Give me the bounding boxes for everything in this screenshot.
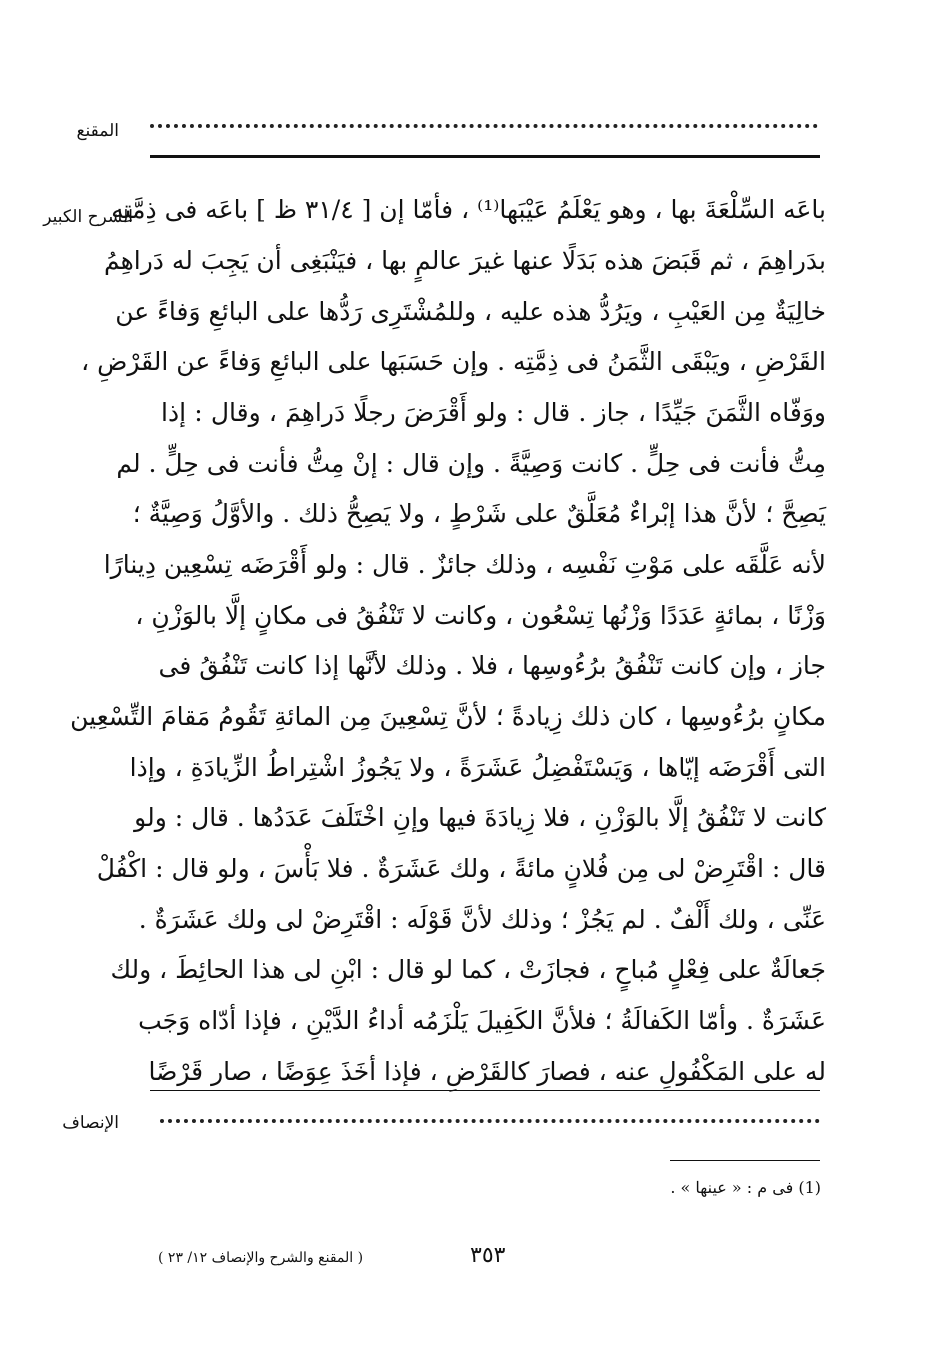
text-line: مكانٍ برُءُوسِها ، كان ذلك زِيادةً ؛ لأنَّ تِسْعِينَ مِن المائةِ تَقُومُ مَقامَ التِّسْعِين xyxy=(70,702,826,731)
text-line: ووَفّاه الثَّمَنَ جَيِّدًا ، جاز . قال : ولو أَقْرَضَ رجلًا دَراهِمَ ، وقال : إذا xyxy=(161,398,826,427)
text-line: عَنِّى ، ولك أَلْفٌ . لم يَجُزْ ؛ وذلك لأنَّ قَوْلَه : اقْتَرِضْ لى ولك عَشَرَةٌ . xyxy=(138,905,826,934)
lower-section-rule xyxy=(150,1090,820,1091)
text-line: مِتُّ فأنت فى حِلٍّ . كانت وَصِيَّةً . وإن قال : إنْ مِتُّ فأنت فى حِلٍّ . لم xyxy=(116,449,826,478)
section-label-insaf: الإنصاف xyxy=(62,1113,119,1133)
text-line: عَشَرَةٌ . وأمّا الكَفالَةُ ؛ فلأنَّ الكَفِيلَ يَلْزَمُه أداءُ الدَّيْنِ ، فإذا أدّاه وَجَب xyxy=(138,1006,826,1035)
lower-dotted-line xyxy=(160,1119,820,1123)
text-line: خالِيَةٌ مِن العَيْبِ ، ويَرُدُّ هذه عليه ، وللمُشْتَرِى رَدُّها على البائعِ وَفاءً عن xyxy=(115,297,826,326)
page-number: ٣٥٣ xyxy=(470,1243,506,1268)
footnote-rule xyxy=(670,1160,820,1161)
text-line: القَرْضِ ، ويَبْقَى الثَّمَنُ فى ذِمَّتِه . وإن حَسَبَها على البائعِ وَفاءً عن القَرْضِ ، xyxy=(81,347,826,376)
text-line: قال : اقْتَرِضْ لى مِن فُلانٍ مائةً ، ولك عَشَرَةٌ . فلا بَأْسَ ، ولو قال : اكْفُلْ xyxy=(96,854,826,883)
text-line: باعَه السِّلْعَةَ بها ، وهو يَعْلَمُ عَيْبَها⁽¹⁾ ، فأمّا إن [ ٣١/٤ ظ ] باعَه فى ذِمَّتِه xyxy=(111,195,826,224)
section-label-muqni: المقنع xyxy=(76,121,119,141)
text-line: يَصِحَّ ؛ لأنَّ هذا إبْراءٌ مُعَلَّقٌ على شَرْطٍ ، ولا يَصِحُّ ذلك . والأوَّلُ وَصِيَّةٌ ؛ xyxy=(132,499,826,528)
side-label-sharh-kabir: الشرح الكبير xyxy=(43,207,133,227)
text-line: كانت لا تَنْفُقُ إلَّا بالوَزْنِ ، فلا زِيادَةَ فيها وإنِ اخْتَلَفَ عَدَدُها . قال : ولو xyxy=(134,803,826,832)
text-line: لأنه عَلَّقَه على مَوْتِ نَفْسِه ، وذلك جائزٌ . قال : ولو أَقْرَضَه تِسْعِين دِينارًا xyxy=(103,550,826,579)
text-line: جاز ، وإن كانت تَنْفُقُ برُءُوسِها ، فلا . وذلك لأنَّها إذا كانت تَنْفُقُ فى xyxy=(158,651,826,680)
text-line: بدَراهِمَ ، ثم قَبَضَ هذه بَدَلًا عنها غيرَ عالمٍ بها ، فيَنْبَغِى أن يَجِبَ له دَراهِمُ xyxy=(103,246,826,275)
header-dotted-line xyxy=(150,124,818,128)
text-line: التى أَقْرَضَه إيّاها ، وَيَسْتَفْضِلُ عَشَرَةً ، ولا يَجُوزُ اشْتِراطُ الزِّيادَةِ ، وإذا xyxy=(129,753,826,782)
header-rule xyxy=(150,155,820,158)
text-line: جَعالَةٌ على فِعْلٍ مُباحٍ ، فجازَتْ ، كما لو قال : ابْنِ لى هذا الحائِطَ ، ولك xyxy=(110,955,826,984)
footer-reference: ( المقنع والشرح والإنصاف ١٢/ ٢٣ ) xyxy=(158,1250,364,1266)
text-line: وَزْنًا ، بمائةٍ عَدَدًا وَزْنُها تِسْعُون ، وكانت لا تَنْفُقُ فى مكانٍ إلَّا بالوَزْنِ ، xyxy=(135,601,826,630)
text-line: له على المَكْفُولِ عنه ، فصارَ كالقَرْضِ ، فإذا أخَذَ عِوَضًا ، صار قَرْضًا xyxy=(148,1057,826,1086)
footnote: (1) فى م : « عينها » . xyxy=(670,1178,821,1197)
